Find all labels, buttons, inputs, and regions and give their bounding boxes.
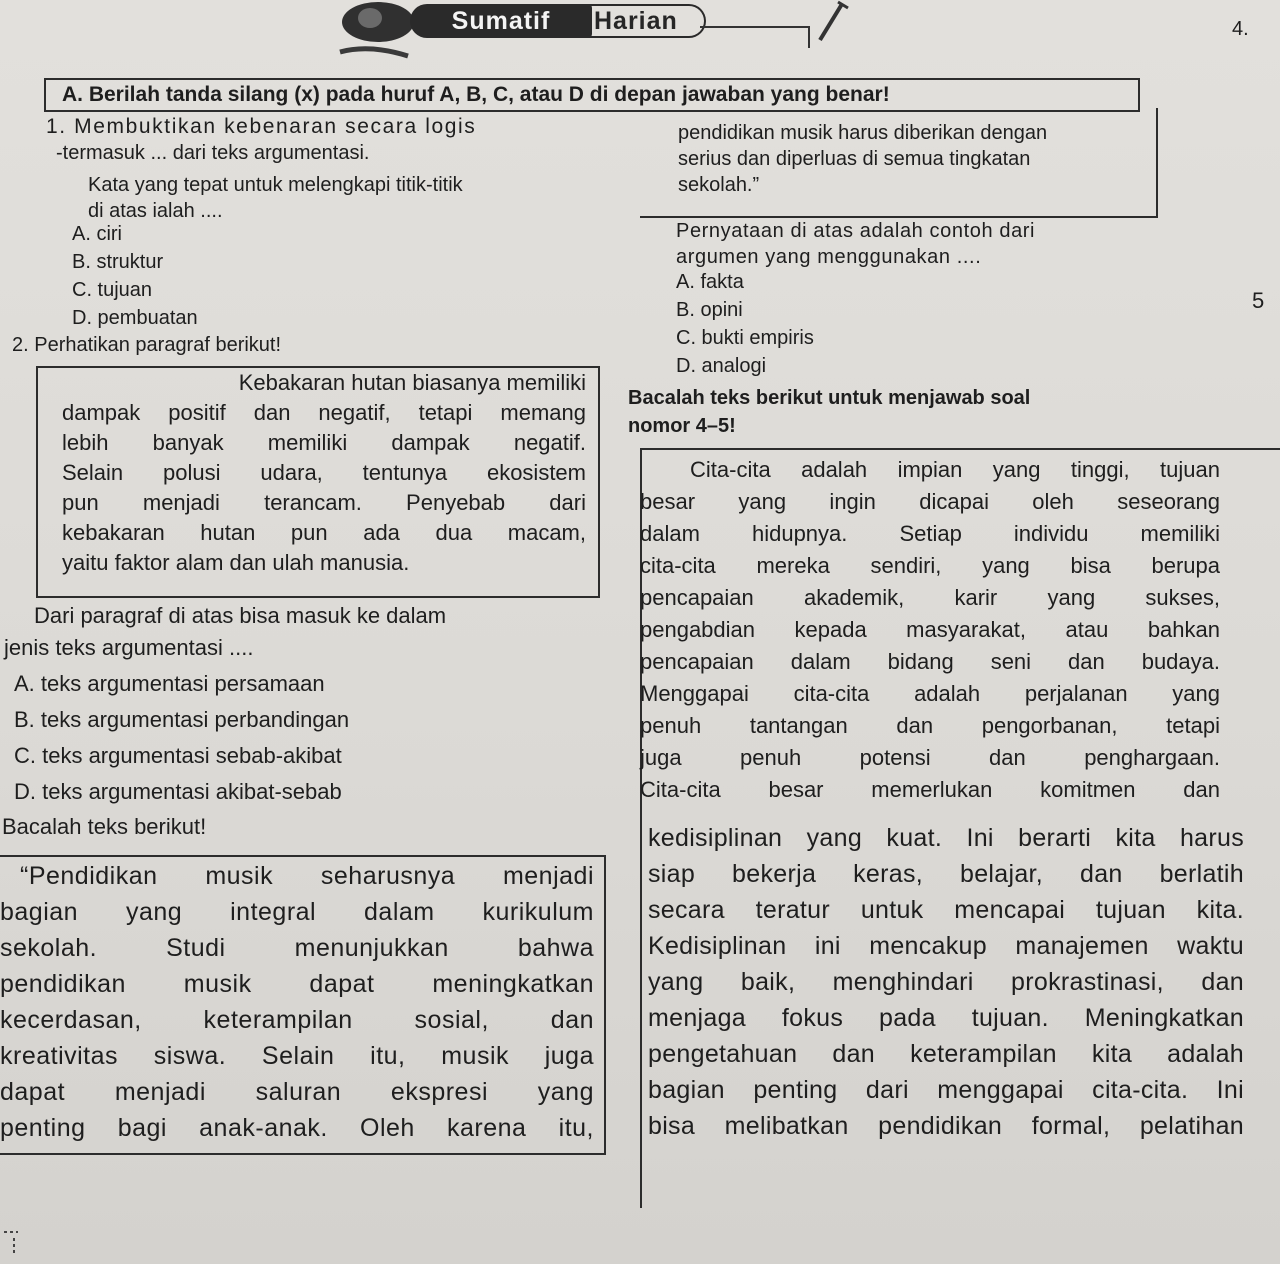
margin-number: 5 bbox=[1252, 288, 1265, 313]
reading-passage-line: bisa melibatkan pendidikan formal, pelatihan bbox=[648, 1112, 1244, 1140]
pen-icon bbox=[812, 0, 852, 44]
q1-option-a[interactable]: A. ciri bbox=[72, 223, 122, 245]
reading-instruction bbox=[628, 384, 1030, 440]
q1-line: Kata yang tepat untuk melengkapi titik-titik bbox=[88, 174, 463, 196]
header-rule bbox=[700, 26, 778, 28]
q2-paragraph-line: Kebakaran hutan biasanya memiliki bbox=[238, 370, 586, 395]
q1-line: -termasuk ... dari teks argumentasi. bbox=[56, 142, 370, 164]
q2-paragraph-line: kebakaran hutan pun ada dua macam, bbox=[62, 520, 586, 545]
reading-passage-line: pencapaian dalam bidang seni dan budaya. bbox=[640, 649, 1220, 674]
reading-passage-line: kedisiplinan yang kuat. Ini berarti kita harus bbox=[648, 824, 1244, 852]
q2-paragraph bbox=[62, 368, 586, 578]
q3-question bbox=[676, 218, 1035, 270]
q2-options bbox=[14, 666, 349, 810]
reading-passage-line: siap bekerja keras, belajar, dan berlatih bbox=[648, 860, 1244, 888]
q1-option-b[interactable]: B. struktur bbox=[72, 251, 164, 273]
q3-quote-line: penting bagi anak-anak. Oleh karena itu, bbox=[0, 1114, 594, 1142]
q2-option-d[interactable]: D. teks argumentasi akibat-sebab bbox=[14, 779, 342, 804]
q3-quote-line: sekolah. Studi menunjukkan bahwa bbox=[0, 934, 594, 962]
reading-passage-line: penuh tantangan dan pengorbanan, tetapi bbox=[640, 713, 1220, 738]
reading-passage-line: Kedisiplinan ini mencakup manajemen waktu bbox=[648, 932, 1244, 960]
q3-quote-line: bagian yang integral dalam kurikulum bbox=[0, 898, 594, 926]
q1-text bbox=[46, 114, 476, 224]
q2-question bbox=[4, 600, 447, 664]
q1-option-c[interactable]: C. tujuan bbox=[72, 279, 153, 301]
reading-passage-line: Menggapai cita-cita adalah perjalanan yang bbox=[640, 681, 1220, 706]
reading-passage-line: secara teratur untuk mencapai tujuan kita. bbox=[648, 896, 1244, 924]
q3-option-c[interactable]: C. bukti empiris bbox=[676, 327, 814, 349]
q3-quote-continued-line: pendidikan musik harus diberikan dengan bbox=[678, 122, 1048, 144]
q2-option-a[interactable]: A. teks argumentasi persamaan bbox=[14, 671, 325, 696]
q2-paragraph-line: dampak positif dan negatif, tetapi memang bbox=[62, 400, 586, 425]
header-rule-step bbox=[778, 26, 810, 48]
section-instruction: A. Berilah tanda silang (x) pada huruf A, B, C, atau D di depan jawaban yang benar! bbox=[44, 78, 1140, 112]
reading-passage-line: yang baik, menghindari prokrastinasi, dan bbox=[648, 968, 1244, 996]
corner-mark-icon bbox=[0, 1228, 24, 1258]
q2-prompt: 2. Perhatikan paragraf berikut! bbox=[12, 334, 282, 356]
q1-line: 1. Membuktikan kebenaran secara logis bbox=[46, 115, 477, 138]
q3-quote bbox=[0, 858, 594, 1146]
q2-question-line: jenis teks argumentasi .... bbox=[4, 635, 254, 660]
q3-quote-line: kecerdasan, keterampilan sosial, dan bbox=[0, 1006, 594, 1034]
q2-paragraph-line: Selain polusi udara, tentunya ekosistem bbox=[62, 460, 586, 485]
q3-prompt: Bacalah teks berikut! bbox=[2, 814, 207, 839]
reading-passage-line: dalam hidupnya. Setiap individu memiliki bbox=[640, 521, 1220, 546]
q1-options bbox=[72, 220, 198, 332]
reading-passage-line: menjaga fokus pada tujuan. Meningkatkan bbox=[648, 1004, 1244, 1032]
q2-paragraph-line: pun menjadi terancam. Penyebab dari bbox=[62, 490, 586, 515]
reading-passage-line: cita-cita mereka sendiri, yang bisa berupa bbox=[640, 553, 1220, 578]
reading-passage-line: besar yang ingin dicapai oleh seseorang bbox=[640, 489, 1220, 514]
reading-passage-line: pencapaian akademik, karir yang sukses, bbox=[640, 585, 1220, 610]
reading-passage-lower bbox=[648, 820, 1244, 1144]
q3-question-line: Pernyataan di atas adalah contoh dari bbox=[676, 220, 1036, 242]
reading-instruction-line: Bacalah teks berikut untuk menjawab soal bbox=[628, 387, 1031, 409]
q3-option-a[interactable]: A. fakta bbox=[676, 271, 744, 293]
q1-line: di atas ialah .... bbox=[88, 200, 223, 222]
q3-quote-continued-line: sekolah.” bbox=[678, 174, 760, 196]
reading-passage-line: pengabdian kepada masyarakat, atau bahkan bbox=[640, 617, 1220, 642]
q2-paragraph-line: yaitu faktor alam dan ulah manusia. bbox=[62, 550, 410, 575]
page-number: 4. bbox=[1232, 18, 1249, 40]
reading-passage-line: Cita-cita besar memerlukan komitmen dan bbox=[640, 777, 1220, 802]
brush-logo-icon bbox=[330, 0, 420, 62]
q3-quote-continued-line: serius dan diperluas di semua tingkatan bbox=[678, 148, 1031, 170]
q2-option-c[interactable]: C. teks argumentasi sebab-akibat bbox=[14, 743, 342, 768]
q3-option-b[interactable]: B. opini bbox=[676, 299, 743, 321]
q3-quote-continued bbox=[678, 120, 1047, 198]
header-label-harian: Harian bbox=[586, 4, 706, 38]
q2-option-b[interactable]: B. teks argumentasi perbandingan bbox=[14, 707, 350, 732]
reading-passage-line: pengetahuan dan keterampilan kita adalah bbox=[648, 1040, 1244, 1068]
q3-quote-line: pendidikan musik dapat meningkatkan bbox=[0, 970, 594, 998]
q3-option-d[interactable]: D. analogi bbox=[676, 355, 767, 377]
reading-passage-line: Cita-cita adalah impian yang tinggi, tujuan bbox=[690, 457, 1220, 482]
q3-options bbox=[676, 268, 814, 380]
q2-question-line: Dari paragraf di atas bisa masuk ke dalam bbox=[34, 603, 447, 628]
header-label-sumatif: Sumatif bbox=[410, 4, 592, 38]
reading-passage-line: bagian penting dari menggapai cita-cita. Ini bbox=[648, 1076, 1244, 1104]
q1-option-d[interactable]: D. pembuatan bbox=[72, 307, 198, 329]
q3-question-line: argumen yang menggunakan .... bbox=[676, 246, 982, 268]
q3-quote-line: dapat menjadi saluran ekspresi yang bbox=[0, 1078, 594, 1106]
q3-quote-line: kreativitas siswa. Selain itu, musik juga bbox=[0, 1042, 594, 1070]
reading-instruction-line: nomor 4–5! bbox=[628, 415, 736, 437]
header-title bbox=[410, 4, 700, 38]
reading-passage bbox=[640, 454, 1220, 806]
q2-paragraph-line: lebih banyak memiliki dampak negatif. bbox=[62, 430, 586, 455]
reading-passage-line: juga penuh potensi dan penghargaan. bbox=[640, 745, 1220, 770]
q3-quote-line: “Pendidikan musik seharusnya menjadi bbox=[20, 862, 594, 890]
